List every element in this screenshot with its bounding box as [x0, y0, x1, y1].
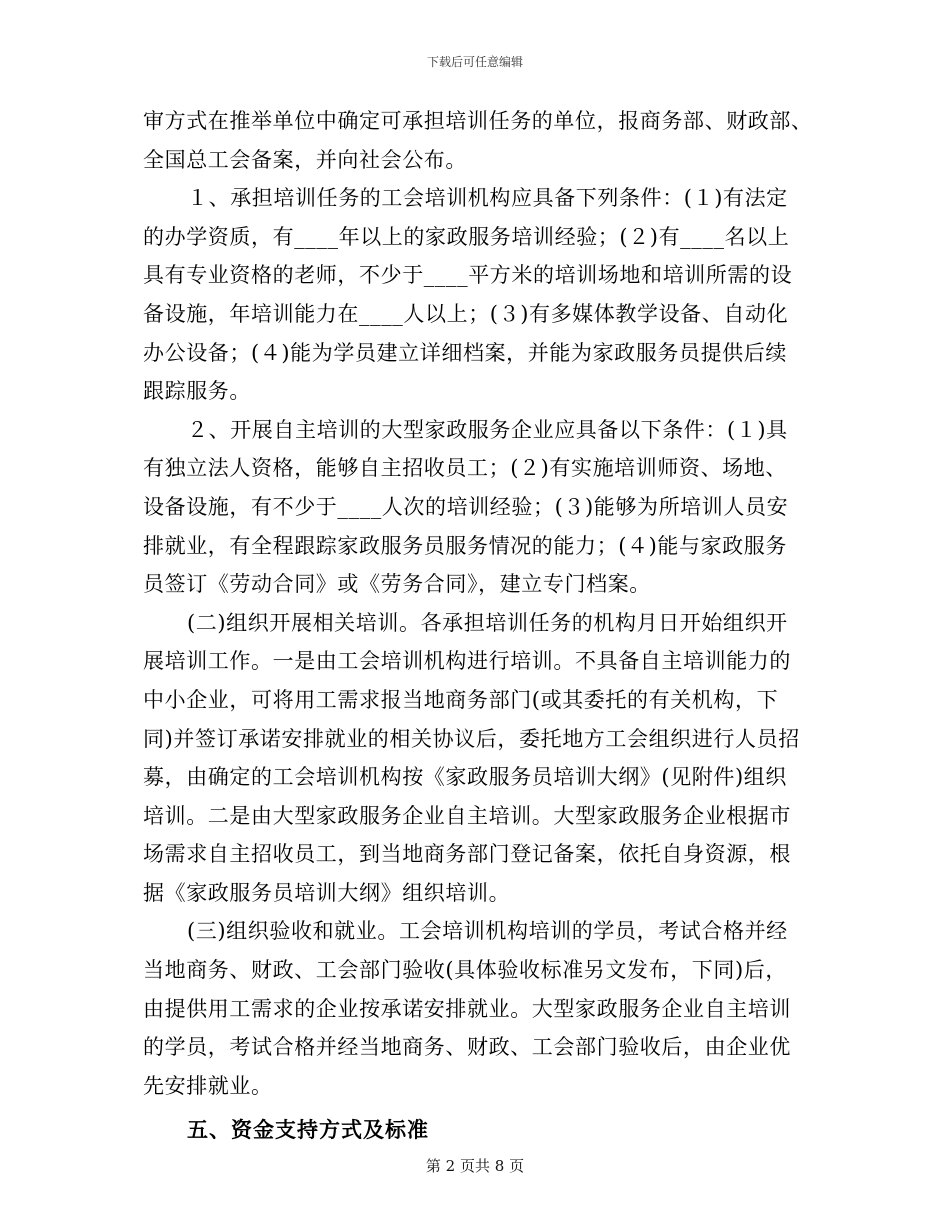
text-line: 同)并签订承诺安排就业的相关协议后，委托地方工会组织进行人员招 [143, 726, 800, 751]
page-header: 下载后可任意编辑 [426, 55, 523, 69]
paragraph-continuation [143, 102, 813, 179]
paragraph-union-training-conditions [143, 179, 807, 411]
text-line: (二)组织开展相关培训。各承担培训任务的机构月日开始组织开 [187, 610, 788, 635]
document-body [143, 102, 813, 1150]
paragraph-organize-training [143, 604, 807, 913]
section-heading: 五、资金支持方式及标准 [187, 1118, 429, 1143]
text-line: １、承担培训任务的工会培训机构应具备下列条件：(１)有法定 [187, 186, 788, 211]
text-line: 募，由确定的工会培训机构按《家政服务员培训大纲》(见附件)组织 [143, 765, 787, 790]
text-line: 当地商务、财政、工会部门验收(具体验收标准另文发布，下同)后， [143, 958, 787, 983]
text-line: 跟踪服务。 [143, 379, 251, 404]
paragraph-acceptance-employment [143, 912, 807, 1105]
text-line: ２、开展自主培训的大型家政服务企业应具备以下条件：(１)具 [187, 417, 788, 442]
text-line: 员签订《劳动合同》或《劳务合同》，建立专门档案。 [143, 572, 651, 597]
text-line: 排就业，有全程跟踪家政服务员服务情况的能力；(４)能与家政服务 [143, 533, 787, 558]
text-line: 有独立法人资格，能够自主招收员工；(２)有实施培训师资、场地、 [143, 456, 787, 481]
text-line: 中小企业，可将用工需求报当地商务部门(或其委托的有关机构，下 [143, 687, 779, 712]
paragraph-enterprise-training-conditions [143, 411, 807, 604]
text-line: 场需求自主招收员工，到当地商务部门登记备案，依托自身资源，根 [143, 842, 791, 867]
text-line: 具有专业资格的老师，不少于____平方米的培训场地和培训所需的设 [143, 263, 793, 288]
text-line: 的办学资质，有____年以上的家政服务培训经验；(２)有____名以上 [143, 224, 790, 249]
text-line: 据《家政服务员培训大纲》组织培训。 [143, 880, 511, 905]
page-number: 第 2 页共 8 页 [425, 1157, 525, 1175]
text-line: (三)组织验收和就业。工会培训机构培训的学员，考试合格并经 [187, 919, 788, 944]
text-line: 培训。二是由大型家政服务企业自主培训。大型家政服务企业根据市 [143, 803, 791, 828]
text-line: 办公设备；(４)能为学员建立详细档案，并能为家政服务员提供后续 [143, 340, 787, 365]
text-line: 先安排就业。 [143, 1073, 273, 1098]
text-line: 全国总工会备案，并向社会公布。 [143, 147, 467, 172]
text-line: 的学员，考试合格并经当地商务、财政、工会部门验收后，由企业优 [143, 1035, 791, 1060]
text-line: 设备设施，有不少于____人次的培训经验；(３)能够为所培训人员安 [143, 494, 789, 519]
text-line: 由提供用工需求的企业按承诺安排就业。大型家政服务企业自主培训 [143, 996, 791, 1021]
text-line: 审方式在推举单位中确定可承担培训任务的单位，报商务部、财政部、 [143, 109, 813, 133]
text-line: 展培训工作。一是由工会培训机构进行培训。不具备自主培训能力的 [143, 649, 791, 674]
text-line: 备设施，年培训能力在____人以上；(３)有多媒体教学设备、自动化 [143, 301, 789, 326]
